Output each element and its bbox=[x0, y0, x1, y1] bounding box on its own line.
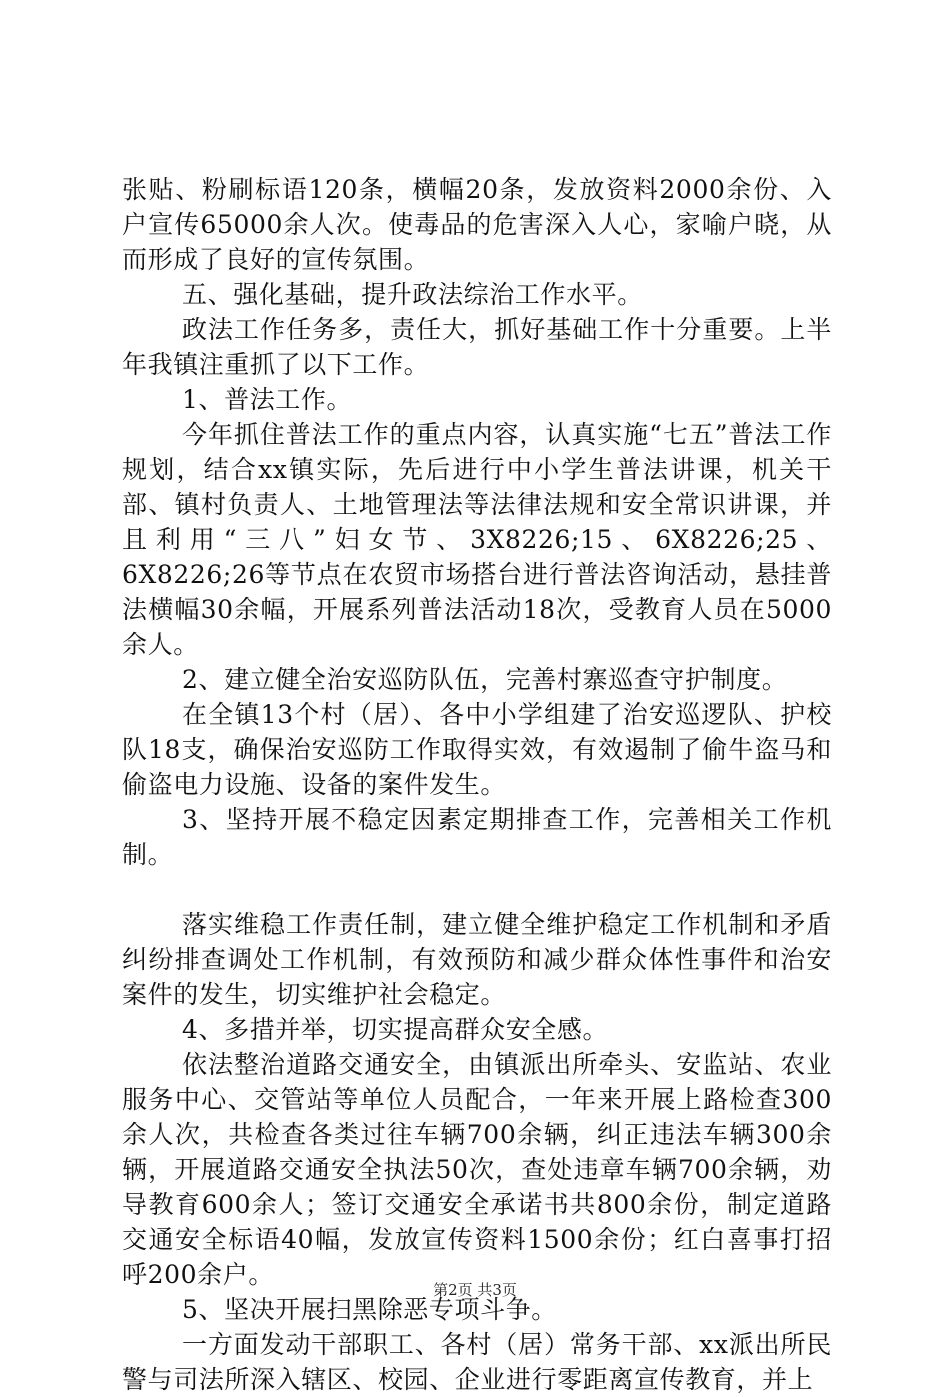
paragraph: 一方面发动干部职工、各村（居）常务干部、xx派出所民警与司法所深入辖区、校园、企业进行零距离宣传教育，并上 bbox=[122, 1330, 832, 1394]
section-heading: 五、强化基础，提升政法综治工作水平。 bbox=[182, 280, 643, 309]
paragraph: 张贴、粉刷标语120条，横幅20条，发放资料2000余份、入户宣传65000余人次。使毒品的危害深入人心，家喻户晓，从而形成了良好的宣传氛围。 bbox=[122, 175, 832, 274]
subsection-heading: 1、普法工作。 bbox=[182, 385, 353, 414]
paragraph: 落实维稳工作责任制，建立健全维护稳定工作机制和矛盾纠纷排查调处工作机制，有效预防和减少群众体性事件和治安案件的发生，切实维护社会稳定。 bbox=[122, 910, 832, 1009]
subsection-heading: 3、坚持开展不稳定因素定期排查工作，完善相关工作机制。 bbox=[122, 805, 832, 869]
blank-line bbox=[122, 872, 832, 907]
page-number-footer: 第2页 共3页 bbox=[433, 1281, 517, 1299]
document-body bbox=[122, 172, 832, 1397]
subsection-heading: 4、多措并举，切实提高群众安全感。 bbox=[182, 1015, 609, 1044]
paragraph: 今年抓住普法工作的重点内容，认真实施“七五”普法工作规划，结合xx镇实际，先后进行中小学生普法讲课，机关干部、镇村负责人、土地管理法等法律法规和安全常识讲课，并且利用“三八”妇女节、3X8226;15、6X8226;25、6X8226;26等节点在农贸市场搭台进行普法咨询活动，悬挂普法横幅30余幅，开展系列普法活动18次，受教育人员在5000余人。 bbox=[122, 420, 832, 659]
subsection-heading: 5、坚决开展扫黑除恶专项斗争。 bbox=[182, 1295, 557, 1324]
subsection-heading: 2、建立健全治安巡防队伍，完善村寨巡查守护制度。 bbox=[182, 665, 788, 694]
paragraph: 依法整治道路交通安全，由镇派出所牵头、安监站、农业服务中心、交管站等单位人员配合，一年来开展上路检查300余人次，共检查各类过往车辆700余辆，纠正违法车辆300余辆，开展道路交通安全执法50次，查处违章车辆700余辆，劝导教育600余人；签订交通安全承诺书共800余份，制定道路交通安全标语40幅，发放宣传资料1500余份；红白喜事打招呼200余户。 bbox=[122, 1050, 832, 1289]
paragraph: 政法工作任务多，责任大，抓好基础工作十分重要。上半年我镇注重抓了以下工作。 bbox=[122, 315, 832, 379]
paragraph: 在全镇13个村（居）、各中小学组建了治安巡逻队、护校队18支，确保治安巡防工作取得实效，有效遏制了偷牛盗马和偷盗电力设施、设备的案件发生。 bbox=[122, 700, 832, 799]
